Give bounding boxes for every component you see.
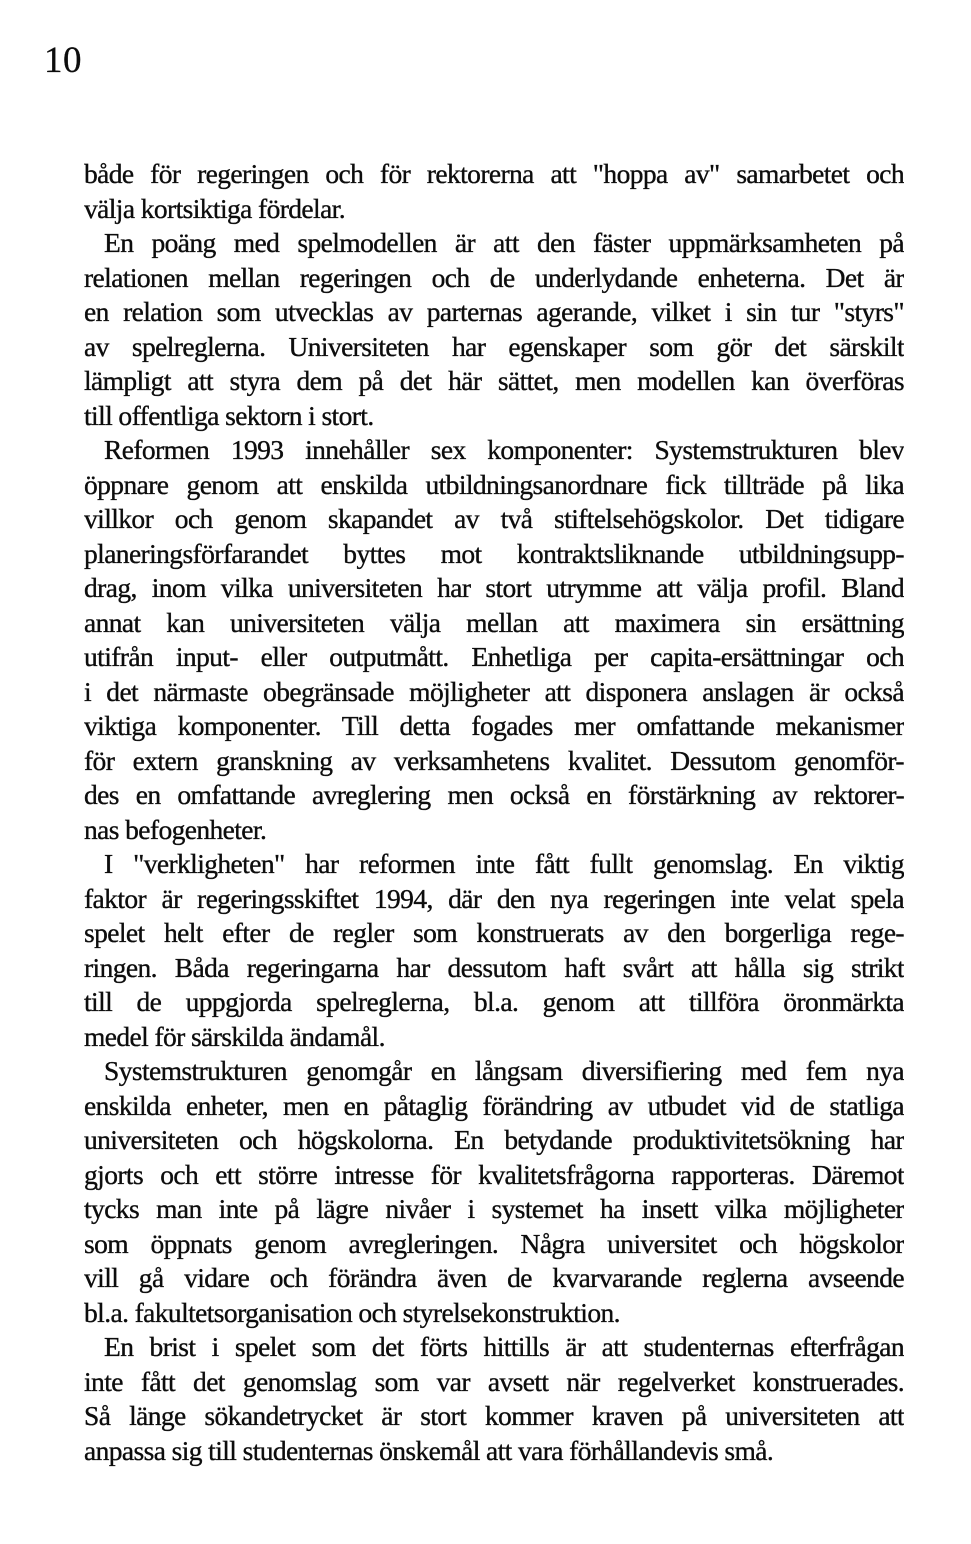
paragraph xyxy=(84,157,904,226)
text-line: för extern granskning av verksamhetens kvalitet. Dessutom genomför- xyxy=(84,744,904,776)
text-line: Systemstrukturen genomgår en långsam diversifiering med fem nya xyxy=(104,1055,904,1086)
text-line: drag, inom vilka universiteten har stort utrymme att välja profil. Bland xyxy=(84,572,904,603)
page-number: 10 xyxy=(44,40,82,81)
text-line: av spelreglerna. Universiteten har egenskaper som gör det särskilt xyxy=(84,330,904,362)
paragraph xyxy=(84,847,904,1054)
text-line: i det närmaste obegränsade möjligheter att disponera anslagen är också xyxy=(84,675,904,707)
text-line: relationen mellan regeringen och de underlydande enheterna. Det är xyxy=(84,261,904,293)
text-line: universiteten och högskolorna. En betydande produktivitetsökning har xyxy=(84,1124,904,1155)
text-line: anpassa sig till studenternas önskemål att vara förhållandevis små. xyxy=(84,1434,774,1466)
paragraph xyxy=(84,1330,904,1468)
text-line: som öppnats genom avregleringen. Några universitet och högskolor xyxy=(84,1227,904,1259)
text-line: viktiga komponenter. Till detta fogades mer omfattande mekanismer xyxy=(84,710,904,741)
text-line: faktor är regeringsskiftet 1994, där den nya regeringen inte velat spela xyxy=(84,882,904,914)
text-line: vill gå vidare och förändra även de kvarvarande reglerna avseende xyxy=(84,1262,904,1293)
text-line: tycks man inte på lägre nivåer i systemet ha insett vilka möjligheter xyxy=(84,1193,904,1224)
text-line: annat kan universiteten välja mellan att maximera sin ersättning xyxy=(84,606,904,638)
text-line: till de uppgjorda spelreglerna, bl.a. genom att tillföra öronmärkta xyxy=(84,986,904,1017)
body-text xyxy=(84,157,904,1468)
text-line: bl.a. fakultetsorganisation och styrelsekonstruktion. xyxy=(84,1296,620,1328)
text-line: spelet helt efter de regler som konstruerats av den borgerliga rege- xyxy=(84,917,904,948)
paragraph xyxy=(84,433,904,847)
text-line: gjorts och ett större intresse för kvalitetsfrågorna rapporteras. Däremot xyxy=(84,1158,904,1190)
text-line: öppnare genom att enskilda utbildningsanordnare fick tillträde på lika xyxy=(84,468,904,500)
text-line: I "verkligheten" har reformen inte fått fullt genomslag. En viktig xyxy=(104,848,904,879)
text-line: Så länge sökandetrycket är stort kommer kraven på universiteten att xyxy=(84,1400,904,1431)
text-line: villkor och genom skapandet av två stiftelsehögskolor. Det tidigare xyxy=(84,503,904,534)
text-line: både för regeringen och för rektorerna att "hoppa av" samarbetet och xyxy=(84,158,904,189)
text-line: välja kortsiktiga fördelar. xyxy=(84,192,346,224)
text-line: enskilda enheter, men en påtaglig förändring av utbudet vid de statliga xyxy=(84,1089,904,1121)
text-line: ringen. Båda regeringarna har dessutom haft svårt att hålla sig strikt xyxy=(84,951,904,983)
paragraph xyxy=(84,226,904,433)
text-line: nas befogenheter. xyxy=(84,813,267,845)
text-line: planeringsförfarandet byttes mot kontraktsliknande utbildningsupp- xyxy=(84,537,904,569)
text-line: inte fått det genomslag som var avsett när regelverket konstruerades. xyxy=(84,1365,904,1397)
text-line: Reformen 1993 innehåller sex komponenter: Systemstrukturen blev xyxy=(104,434,904,465)
text-line: medel för särskilda ändamål. xyxy=(84,1020,385,1052)
text-line: till offentliga sektorn i stort. xyxy=(84,399,374,431)
text-line: En poäng med spelmodellen är att den fäster uppmärksamheten på xyxy=(104,227,904,258)
text-line: utifrån input- eller outputmått. Enhetliga per capita-ersättningar och xyxy=(84,641,904,672)
paragraph xyxy=(84,1054,904,1330)
text-line: En brist i spelet som det förts hittills är att studenternas efterfrågan xyxy=(104,1331,904,1362)
text-line: des en omfattande avreglering men också en förstärkning av rektorer- xyxy=(84,779,904,810)
text-line: lämpligt att styra dem på det här sättet, men modellen kan överföras xyxy=(84,365,904,396)
text-line: en relation som utvecklas av parternas agerande, vilket i sin tur "styrs" xyxy=(84,296,904,327)
